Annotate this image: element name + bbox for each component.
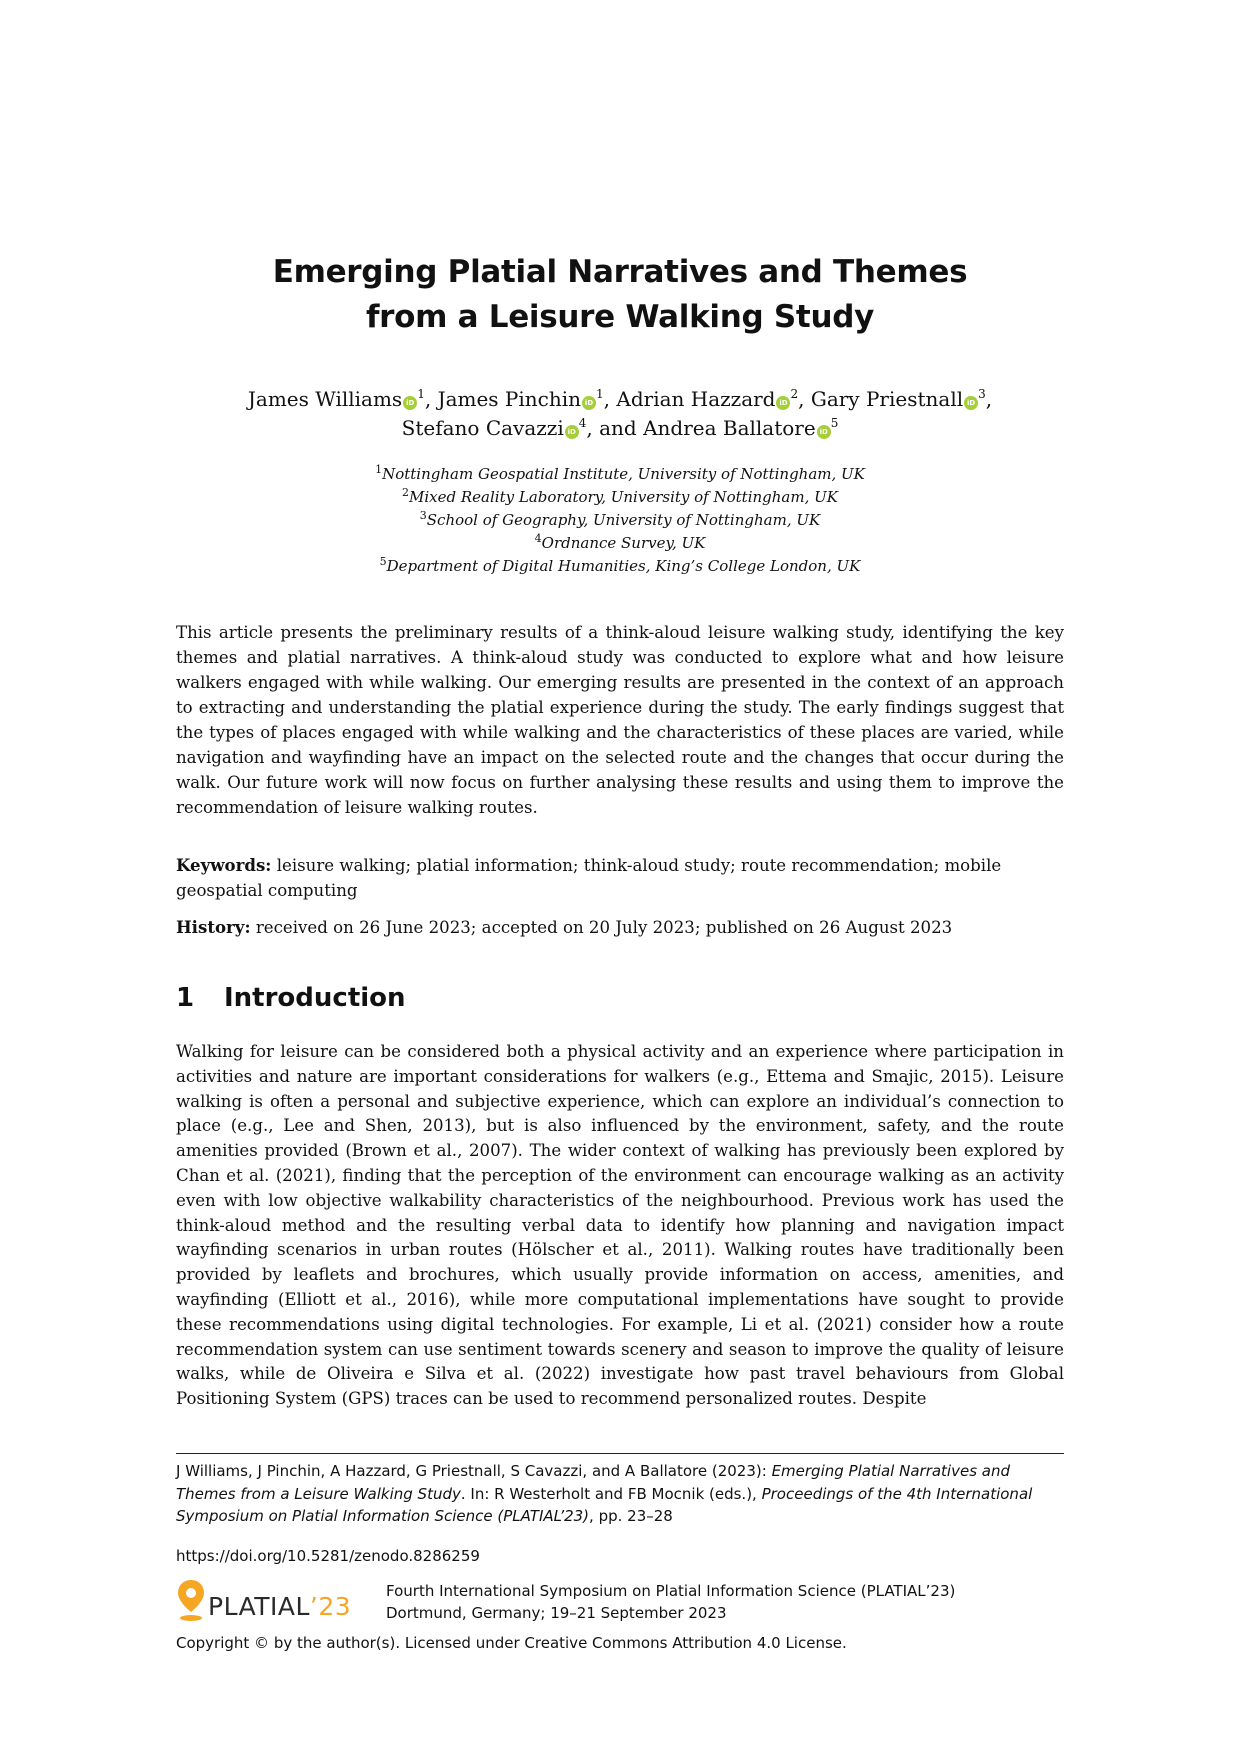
logo-year: ’23	[309, 1592, 352, 1621]
orcid-icon[interactable]: iD	[582, 396, 596, 410]
author-line-2	[176, 414, 1064, 443]
author-name: Andrea Ballatore	[643, 416, 816, 440]
affiliation-mark: 4	[534, 532, 542, 545]
affiliation	[176, 555, 1064, 578]
logo-word: PLATIAL	[208, 1592, 310, 1621]
author-affil-mark: 1	[417, 387, 425, 401]
orcid-icon[interactable]: iD	[565, 425, 579, 439]
author-name: James Pinchin	[437, 387, 582, 411]
doi-link[interactable]: https://doi.org/10.5281/zenodo.8286259	[176, 1547, 480, 1565]
introduction-paragraph: Walking for leisure can be considered both a physical activity and an experience where participation in activities and nature are important considerations for walkers (e.g., Ettema and Smajic, 2015). Leisure walking is often a personal and subjective experience, which can explore an individual’s connection to place (e.g., Lee and Shen, 2013), but is also influenced by the environment, safety, and the route amenities provided (Brown et al., 2007). The wider context of walking has previously been explored by Chan et al. (2021), finding that the perception of the environment can encourage walking as an activity even with low objective walkability characteristics of the neighbourhood. Previous work has used the think-aloud method and the resulting verbal data to identify how planning and navigation impact wayfinding scenarios in urban routes (Hölscher et al., 2011). Walking routes have traditionally been provided by leaflets and brochures, which usually provide information on access, amenities, and wayfinding (Elliott et al., 2016), while more computational implementations have sought to provide these recommendations using digital technologies. For example, Li et al. (2021) consider how a route recommendation system can use sentiment towards scenery and season to improve the quality of leisure walks, while de Oliveira e Silva et al. (2022) investigate how past travel behaviours from Global Positioning System (GPS) traces can be used to recommend personalized routes. Despite	[176, 1042, 1064, 1409]
conference-location: Dortmund, Germany; 19–21 September 2023	[386, 1604, 727, 1622]
affiliation-mark: 1	[375, 463, 383, 476]
affiliation-text: Department of Digital Humanities, King’s College London, UK	[386, 557, 861, 575]
author-separator: , and	[586, 416, 644, 440]
affiliation-mark: 2	[402, 486, 410, 499]
author-affil-mark: 4	[578, 416, 587, 430]
citation-proceedings: Proceedings of the 4th International Symposium on Platial Information Science (PLATIAL’23)	[176, 1484, 1033, 1525]
affiliation	[176, 486, 1064, 509]
author-affil-mark: 3	[978, 387, 986, 401]
footer-divider	[176, 1453, 1064, 1454]
affiliation-mark: 3	[419, 509, 427, 522]
author-list	[176, 385, 1064, 443]
affiliation-list	[176, 463, 1064, 578]
affiliation-text: School of Geography, University of Nottingham, UK	[426, 511, 821, 529]
citation	[176, 1460, 1064, 1528]
author-name: James Williams	[247, 387, 403, 411]
orcid-icon[interactable]: iD	[964, 396, 978, 410]
affiliation-text: Nottingham Geospatial Institute, University of Nottingham, UK	[382, 465, 865, 483]
location-pin-icon	[176, 1578, 206, 1622]
conference-info	[386, 1580, 955, 1624]
author-name: Gary Priestnall	[810, 387, 964, 411]
author-affil-mark: 5	[830, 416, 839, 430]
affiliation-mark: 5	[379, 555, 387, 568]
section-number: 1	[176, 983, 195, 1013]
author-line-1	[176, 385, 1064, 414]
author-name: Stefano Cavazzi	[401, 416, 564, 440]
affiliation-text: Mixed Reality Laboratory, University of Nottingham, UK	[409, 488, 838, 506]
author-separator: ,	[798, 387, 811, 411]
logo-text	[208, 1592, 351, 1621]
citation-title: Emerging Platial Narratives and Themes from a Leisure Walking Study	[176, 1462, 1011, 1503]
orcid-icon[interactable]: iD	[403, 396, 417, 410]
affiliation	[176, 509, 1064, 532]
copyright-notice: Copyright © by the author(s). Licensed under Creative Commons Attribution 4.0 License.	[176, 1634, 847, 1652]
author-separator: ,	[603, 387, 617, 411]
section-title: Introduction	[224, 983, 406, 1013]
title-line-1: Emerging Platial Narratives and Themes	[272, 254, 968, 290]
citation-pages: , pp. 23–28	[589, 1507, 673, 1525]
author-affil-mark: 2	[790, 387, 799, 401]
keywords-text: leisure walking; platial information; think-aloud study; route recommendation; mobile geospatial computing	[176, 856, 1002, 900]
affiliation	[176, 532, 1064, 555]
paper-title	[176, 250, 1064, 340]
author-name: Adrian Hazzard	[616, 387, 776, 411]
author-affil-mark: 1	[596, 387, 604, 401]
keywords-label: Keywords:	[176, 855, 272, 875]
section-heading	[176, 981, 406, 1015]
affiliation-text: Ordnance Survey, UK	[541, 534, 706, 552]
citation-mid: . In: R Westerholt and FB Mocnik (eds.),	[460, 1484, 762, 1503]
title-line-2: from a Leisure Walking Study	[365, 299, 875, 335]
history-text: received on 26 June 2023; accepted on 20 July 2023; published on 26 August 2023	[250, 918, 953, 937]
abstract: This article presents the preliminary results of a think-aloud leisure walking study, identifying the key themes and platial narratives. A think-aloud study was conducted to explore what and how leisure walkers engaged with while walking. Our emerging results are presented in the context of an approach to extracting and understanding the platial experience during the study. The early findings suggest that the types of places engaged with while walking and the characteristics of these places are varied, while navigation and wayfinding have an impact on the selected route and the changes that occur during the walk. Our future work will now focus on further analysing these results and using them to improve the recommendation of leisure walking routes.	[176, 623, 1064, 817]
citation-authors: J Williams, J Pinchin, A Hazzard, G Priestnall, S Cavazzi, and A Ballatore (2023):	[176, 1462, 772, 1480]
conference-name: Fourth International Symposium on Platial Information Science (PLATIAL’23)	[386, 1582, 956, 1600]
history-label: History:	[176, 917, 251, 937]
keywords	[176, 853, 1064, 903]
history	[176, 915, 1064, 940]
platial-logo	[176, 1578, 366, 1626]
author-separator: ,	[985, 387, 993, 411]
orcid-icon[interactable]: iD	[817, 425, 831, 439]
affiliation	[176, 463, 1064, 486]
author-separator: ,	[424, 387, 438, 411]
orcid-icon[interactable]: iD	[776, 396, 790, 410]
